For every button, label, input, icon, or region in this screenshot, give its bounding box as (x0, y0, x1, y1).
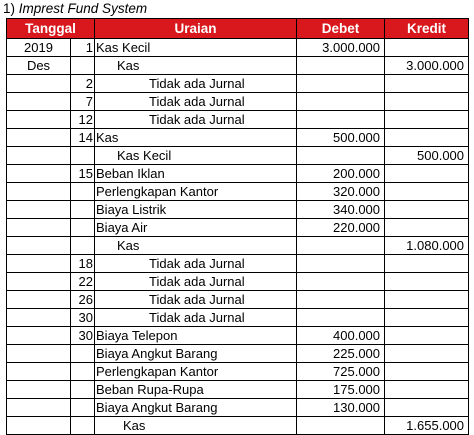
cell-uraian: Tidak ada Jurnal (95, 75, 297, 93)
cell-uraian: Kas (95, 57, 297, 75)
cell-uraian: Biaya Listrik (95, 201, 297, 219)
cell-tanggal (7, 147, 71, 165)
table-row (7, 345, 469, 363)
cell-day: 12 (71, 111, 95, 129)
cell-kredit (385, 309, 469, 327)
cell-day: 22 (71, 273, 95, 291)
cell-debet: 340.000 (297, 201, 385, 219)
cell-day (71, 57, 95, 75)
cell-debet: 225.000 (297, 345, 385, 363)
cell-debet: 320.000 (297, 183, 385, 201)
cell-kredit: 3.000.000 (385, 57, 469, 75)
table-row (7, 309, 469, 327)
cell-day (71, 201, 95, 219)
cell-debet (297, 273, 385, 291)
cell-uraian: Kas Kecil (95, 39, 297, 57)
cell-debet: 175.000 (297, 381, 385, 399)
table-row (7, 255, 469, 273)
cell-kredit (385, 75, 469, 93)
cell-uraian: Biaya Telepon (95, 327, 297, 345)
table-row (7, 165, 469, 183)
cell-kredit: 1.655.000 (385, 417, 469, 435)
cell-kredit (385, 39, 469, 57)
table-row (7, 57, 469, 75)
cell-tanggal (7, 93, 71, 111)
table-row (7, 399, 469, 417)
cell-tanggal (7, 345, 71, 363)
cell-debet: 130.000 (297, 399, 385, 417)
cell-uraian: Biaya Air (95, 219, 297, 237)
cell-kredit (385, 327, 469, 345)
table-row (7, 381, 469, 399)
cell-debet (297, 75, 385, 93)
cell-tanggal (7, 237, 71, 255)
cell-kredit: 1.080.000 (385, 237, 469, 255)
cell-tanggal (7, 363, 71, 381)
table-row (7, 183, 469, 201)
cell-kredit (385, 273, 469, 291)
table-row (7, 327, 469, 345)
table-row (7, 147, 469, 165)
header-kredit: Kredit (385, 19, 469, 39)
cell-kredit (385, 399, 469, 417)
cell-day (71, 345, 95, 363)
cell-debet (297, 309, 385, 327)
cell-kredit (385, 255, 469, 273)
cell-kredit (385, 165, 469, 183)
cell-tanggal (7, 183, 71, 201)
cell-uraian: Tidak ada Jurnal (95, 273, 297, 291)
cell-uraian: Kas (95, 129, 297, 147)
cell-day: 1 (71, 39, 95, 57)
cell-kredit (385, 183, 469, 201)
caption-title: Imprest Fund System (18, 1, 148, 16)
cell-day: 26 (71, 291, 95, 309)
cell-day (71, 381, 95, 399)
cell-tanggal (7, 309, 71, 327)
header-tanggal: Tanggal (7, 19, 95, 39)
cell-tanggal (7, 381, 71, 399)
cell-debet (297, 147, 385, 165)
cell-uraian: Kas (95, 417, 297, 435)
header-debet: Debet (297, 19, 385, 39)
cell-tanggal (7, 327, 71, 345)
cell-debet (297, 93, 385, 111)
cell-kredit (385, 93, 469, 111)
cell-kredit (385, 381, 469, 399)
cell-debet: 3.000.000 (297, 39, 385, 57)
cell-day (71, 363, 95, 381)
cell-day: 30 (71, 327, 95, 345)
cell-kredit (385, 111, 469, 129)
cell-debet (297, 255, 385, 273)
caption-number: 1) (3, 1, 16, 16)
cell-tanggal: Des (7, 57, 71, 75)
cell-tanggal (7, 273, 71, 291)
cell-tanggal (7, 129, 71, 147)
cell-tanggal (7, 75, 71, 93)
cell-uraian: Perlengkapan Kantor (95, 363, 297, 381)
table-row (7, 93, 469, 111)
cell-uraian: Perlengkapan Kantor (95, 183, 297, 201)
cell-uraian: Kas Kecil (95, 147, 297, 165)
cell-uraian: Kas (95, 237, 297, 255)
cell-debet: 500.000 (297, 129, 385, 147)
table-row (7, 363, 469, 381)
cell-kredit (385, 363, 469, 381)
cell-debet (297, 291, 385, 309)
cell-uraian: Beban Iklan (95, 165, 297, 183)
cell-day (71, 219, 95, 237)
table-row (7, 39, 469, 57)
cell-day (71, 237, 95, 255)
cell-tanggal: 2019 (7, 39, 71, 57)
cell-uraian: Tidak ada Jurnal (95, 309, 297, 327)
cell-day: 18 (71, 255, 95, 273)
cell-uraian: Tidak ada Jurnal (95, 255, 297, 273)
cell-day: 14 (71, 129, 95, 147)
cell-kredit (385, 219, 469, 237)
cell-day (71, 183, 95, 201)
cell-day: 30 (71, 309, 95, 327)
cell-tanggal (7, 201, 71, 219)
cell-day: 15 (71, 165, 95, 183)
cell-uraian: Beban Rupa-Rupa (95, 381, 297, 399)
cell-day: 7 (71, 93, 95, 111)
table-row (7, 201, 469, 219)
cell-uraian: Tidak ada Jurnal (95, 93, 297, 111)
cell-tanggal (7, 165, 71, 183)
cell-tanggal (7, 219, 71, 237)
cell-tanggal (7, 255, 71, 273)
cell-day (71, 147, 95, 165)
table-row (7, 75, 469, 93)
cell-debet (297, 237, 385, 255)
cell-kredit: 500.000 (385, 147, 469, 165)
cell-day (71, 399, 95, 417)
cell-tanggal (7, 291, 71, 309)
cell-debet: 400.000 (297, 327, 385, 345)
journal-table (6, 18, 469, 435)
cell-uraian: Biaya Angkut Barang (95, 345, 297, 363)
cell-uraian: Tidak ada Jurnal (95, 111, 297, 129)
cell-kredit (385, 129, 469, 147)
cell-debet: 200.000 (297, 165, 385, 183)
header-uraian: Uraian (95, 19, 297, 39)
cell-debet: 725.000 (297, 363, 385, 381)
table-caption (3, 0, 147, 18)
table-header-row (7, 19, 469, 39)
table-row (7, 111, 469, 129)
cell-kredit (385, 345, 469, 363)
table-row (7, 237, 469, 255)
cell-debet (297, 57, 385, 75)
cell-debet: 220.000 (297, 219, 385, 237)
cell-tanggal (7, 399, 71, 417)
table-row (7, 129, 469, 147)
cell-kredit (385, 291, 469, 309)
table-body (7, 39, 469, 435)
cell-debet (297, 111, 385, 129)
table-row (7, 291, 469, 309)
cell-uraian: Biaya Angkut Barang (95, 399, 297, 417)
table-row (7, 219, 469, 237)
cell-day: 2 (71, 75, 95, 93)
cell-uraian: Tidak ada Jurnal (95, 291, 297, 309)
cell-kredit (385, 201, 469, 219)
cell-tanggal (7, 111, 71, 129)
table-row (7, 273, 469, 291)
